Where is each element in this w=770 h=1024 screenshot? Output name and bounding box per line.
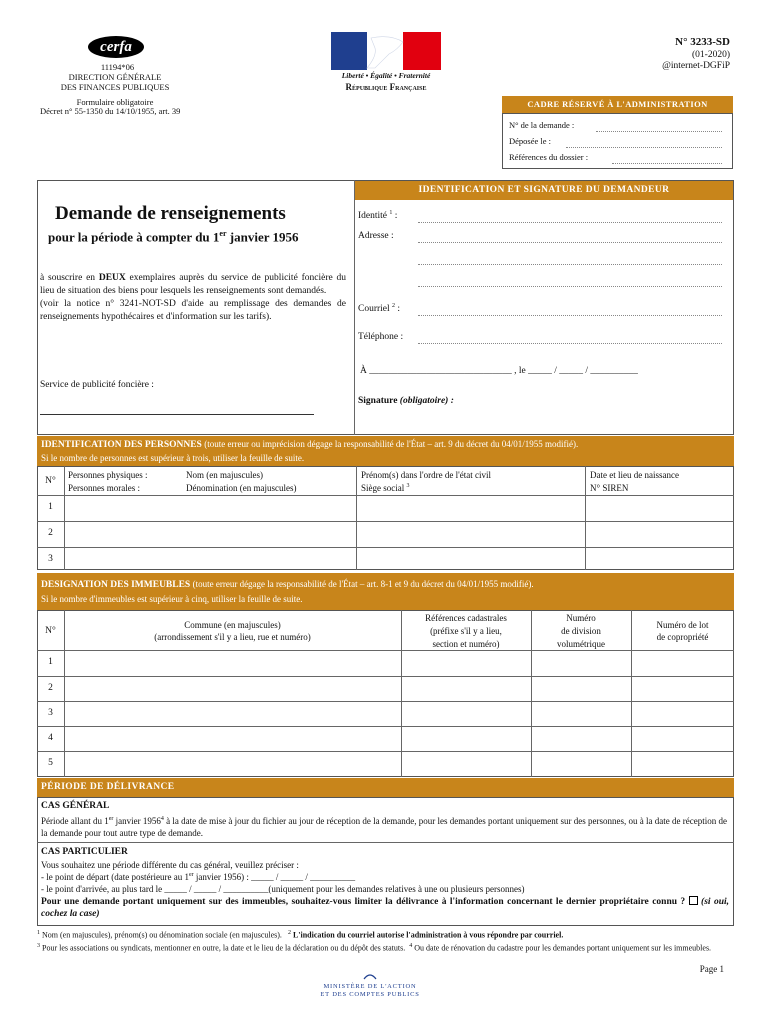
republique-label: République Française — [345, 82, 427, 92]
immeubles-col2-c: section et numéro) — [432, 639, 500, 649]
personnes-col2-b: Dénomination (en majuscules) — [186, 483, 297, 493]
finances-label: DES FINANCES PUBLIQUES — [60, 82, 170, 92]
immeubles-col1-b: (arrondissement s'il y a lieu, rue et numéro) — [154, 632, 311, 642]
adresse-input-3[interactable] — [418, 286, 722, 287]
personnes-col3-a: Prénom(s) dans l'ordre de l'état civil — [361, 470, 491, 480]
cas-particulier-title: CAS PARTICULIER — [41, 847, 128, 857]
personnes-col-no: N° — [45, 476, 56, 486]
periode-title: PÉRIODE DE DÉLIVRANCE — [37, 778, 734, 797]
admin-box-title: CADRE RÉSERVÉ À L'ADMINISTRATION — [502, 96, 733, 113]
immeubles-col4-b: de copropriété — [656, 632, 709, 642]
service-label: Service de publicité foncière : — [40, 380, 154, 390]
cerfa-logo: cerfa — [88, 36, 144, 58]
personnes-table — [37, 466, 734, 570]
service-input-line[interactable] — [40, 414, 314, 415]
immeubles-title: DESIGNATION DES IMMEUBLES (toute erreur dégage la responsabilité de l'État – art. 8-1 et 9 du décret du 04/01/1955 modifié). — [41, 579, 534, 590]
immeubles-row-5: 5 — [48, 758, 53, 768]
marianne-logo — [331, 32, 441, 70]
immeubles-col3-c: volumétrique — [557, 639, 605, 649]
personnes-col4-b: N° SIREN — [590, 483, 629, 493]
cas-particulier-line-1: Vous souhaitez une période différente du cas général, veuillez préciser : — [41, 860, 299, 870]
admin-demande-label: N° de la demande : — [509, 120, 575, 130]
decret-label: Décret n° 55-1350 du 14/10/1955, art. 39 — [40, 106, 181, 116]
personnes-row-2: 2 — [48, 528, 53, 538]
immeubles-subtitle: Si le nombre d'immeubles est supérieur à cinq, utiliser la feuille de suite. — [41, 594, 303, 604]
immeubles-row-2: 2 — [48, 683, 53, 693]
signature-label: Signature (obligatoire) : — [358, 396, 454, 406]
admin-references-label: Références du dossier : — [509, 152, 589, 162]
cas-particulier-depart[interactable]: - le point de départ (date postérieure au 1er janvier 1956) : _____ / _____ / __________ — [41, 872, 356, 882]
adresse-label: Adresse : — [358, 231, 394, 241]
request-instructions: à souscrire en DEUX exemplaires auprès du service de publicité foncière du lieu de situation des biens pour lesquels les renseignements sont demandés. (voir la notice n° 3241-NOT-SD d'aide au remplissage des demandes de renseignements hypothécaires et d'information sur les tarifs). — [40, 273, 346, 322]
personnes-col3-b: Siège social $^3$ — [361, 483, 410, 493]
formulaire-label: Formulaire obligatoire — [76, 97, 154, 107]
cas-general-text: Période allant du 1er janvier 1956$^4$ à la date de mise à jour du fichier au jour de réception de la demande, pour les demandes portant uniquement sur des personnes, ou à la date de réception de la demande pour tout autre type de demande. — [41, 816, 727, 838]
personnes-col1-a: Personnes physiques : — [68, 470, 148, 480]
cas-particulier-arrivee[interactable]: - le point d'arrivée, au plus tard le _____ / _____ / __________(uniquement pour les demandes relatives à une ou plusieurs personnes) — [41, 884, 525, 894]
admin-references-line — [612, 163, 722, 164]
immeubles-col4-a: Numéro de lot — [656, 620, 709, 630]
footnotes: $^1$ Nom (en majuscules), prénom(s) ou dénomination sociale (en majuscules). $^2$ L'indication du courriel autorise l'administration à vous répondre par courriel. $^3$ Pour les associations ou syndicats, mentionner en outre, la date et le lieu de la déclaration ou du dépôt des statuts. $^4$ Ou date de rénovation du cadastre pour les demandes portant uniquement sur les immeubles. — [37, 930, 712, 953]
request-divider — [354, 180, 355, 435]
internet-label: @internet-DGFiP — [662, 61, 730, 71]
adresse-input-1[interactable] — [418, 242, 722, 243]
immeubles-col2-a: Références cadastrales — [425, 613, 507, 623]
admin-deposee-label: Déposée le : — [509, 136, 552, 146]
proprietaire-checkbox[interactable] — [689, 896, 698, 905]
direction-label: DIRECTION GÉNÉRALE — [68, 72, 162, 82]
admin-deposee-line — [566, 147, 722, 148]
courriel-label: Courriel $^2$ : — [358, 303, 401, 315]
immeubles-col-no: N° — [45, 626, 56, 636]
motto: Liberté • Égalité • Fraternité — [341, 71, 431, 80]
immeubles-col2-b: (préfixe s'il y a lieu, — [430, 626, 502, 636]
ministere-icon — [363, 972, 377, 980]
personnes-col2-a: Nom (en majuscules) — [186, 470, 263, 480]
lieu-date-line[interactable]: À ______________________________ , le _____ / _____ / __________ — [360, 366, 638, 376]
form-version: (01-2020) — [692, 50, 730, 60]
personnes-title: IDENTIFICATION DES PERSONNES (toute erreur ou imprécision dégage la responsabilité de l'État – art. 9 du décret du 04/01/1955 modifié). — [41, 439, 579, 450]
personnes-row-3: 3 — [48, 554, 53, 564]
adresse-input-2[interactable] — [418, 264, 722, 265]
personnes-col4-a: Date et lieu de naissance — [590, 470, 679, 480]
identification-title: IDENTIFICATION ET SIGNATURE DU DEMANDEUR — [355, 181, 733, 200]
courriel-input[interactable] — [418, 315, 722, 316]
immeubles-row-3: 3 — [48, 708, 53, 718]
cas-particulier-proprietaire: Pour une demande portant uniquement sur des immeubles, souhaitez-vous limiter la délivrance à l'information concernant le dernier propriétaire connu ? (si oui, cochez la case) — [41, 897, 729, 919]
request-title: Demande de renseignements — [55, 203, 286, 224]
cas-general-title: CAS GÉNÉRAL — [41, 801, 110, 811]
admin-demande-line — [596, 131, 722, 132]
ministere-logo: MINISTÈRE DE L'ACTION ET DES COMPTES PUBLICS — [300, 972, 440, 999]
page-number: Page 1 — [699, 964, 724, 974]
identite-input[interactable] — [418, 222, 722, 223]
immeubles-row-1: 1 — [48, 657, 53, 667]
immeubles-col3-b: de division — [561, 626, 601, 636]
cerfa-number: 11194*06 — [100, 62, 135, 72]
marianne-icon — [331, 32, 441, 70]
identite-label: Identité $^1$ : — [358, 210, 398, 222]
personnes-subtitle: Si le nombre de personnes est supérieur à trois, utiliser la feuille de suite. — [41, 453, 305, 463]
telephone-input[interactable] — [418, 343, 722, 344]
immeubles-row-4: 4 — [48, 733, 53, 743]
form-number: N° 3233-SD — [675, 36, 730, 48]
personnes-col1-b: Personnes morales : — [68, 483, 140, 493]
personnes-row-1: 1 — [48, 502, 53, 512]
immeubles-col1-a: Commune (en majuscules) — [184, 620, 281, 630]
telephone-label: Téléphone : — [358, 332, 404, 342]
immeubles-col3-a: Numéro — [566, 613, 596, 623]
request-subtitle: pour la période à compter du 1er janvier 1956 — [48, 229, 299, 245]
